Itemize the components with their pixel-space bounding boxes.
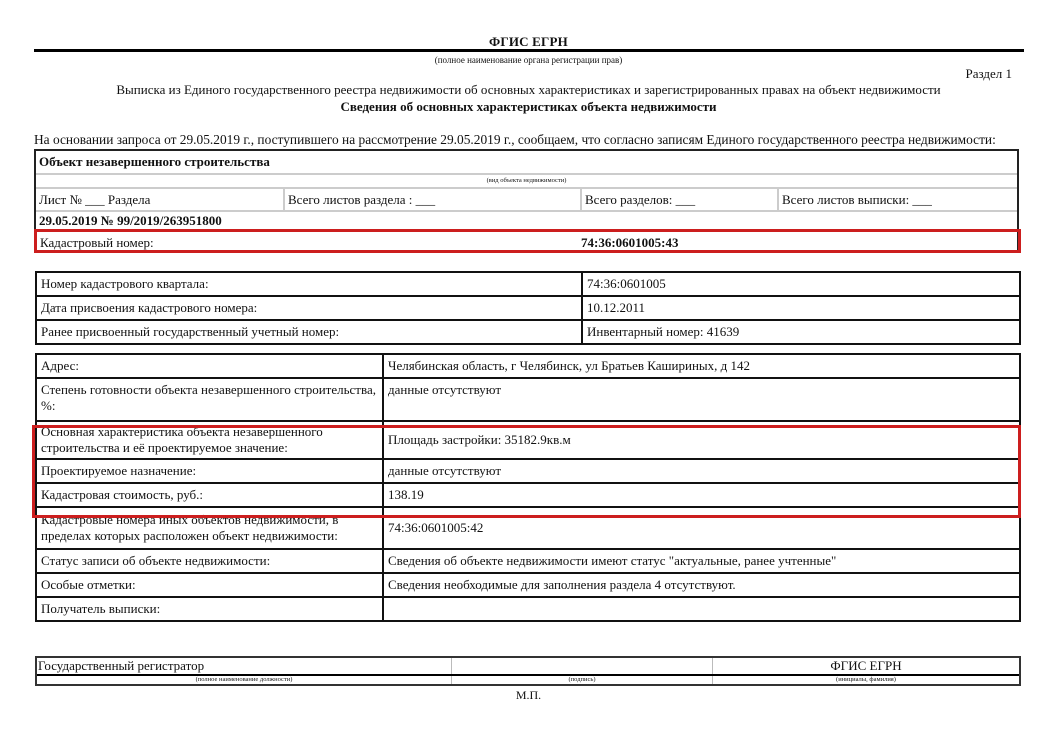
- table-row: [36, 573, 1020, 597]
- table-row: [36, 507, 1020, 549]
- record-number: 29.05.2019 № 99/2019/263951800: [39, 213, 222, 228]
- table-row: [36, 421, 1020, 459]
- section-label: Раздел 1: [965, 66, 1012, 81]
- row-value: [383, 597, 1020, 621]
- signature-block: [35, 656, 1021, 686]
- row-label: Проектируемое назначение:: [36, 459, 383, 483]
- org-title: ФГИС ЕГРН: [489, 34, 568, 49]
- row-value: Инвентарный номер: 41639: [582, 320, 1020, 344]
- quarter-details-table: [35, 271, 1021, 345]
- row-label: Особые отметки:: [36, 573, 383, 597]
- row-value: Сведения об объекте недвижимости имеют статус "актуальные, ранее учтенные": [383, 549, 1020, 573]
- object-type-caption: (вид объекта недвижимости): [36, 175, 1017, 189]
- table-row: [36, 320, 1020, 344]
- row-label: Номер кадастрового квартала:: [36, 272, 582, 296]
- table-row: [36, 459, 1020, 483]
- document-subtitle: Сведения об основных характеристиках объекта недвижимости: [340, 99, 717, 114]
- cadastral-number-value: 74:36:0601005:43: [581, 235, 679, 250]
- table-row: [36, 378, 1020, 421]
- stamp-place: М.П.: [515, 688, 542, 702]
- registrar-signature: [451, 658, 712, 674]
- table-row: [36, 549, 1020, 573]
- signature-caption: (подпись): [451, 676, 712, 684]
- row-label: Степень готовности объекта незавершенного строительства, %:: [36, 378, 383, 421]
- row-label: Дата присвоения кадастрового номера:: [36, 296, 582, 320]
- table-row: [36, 483, 1020, 507]
- row-label: Адрес:: [36, 354, 383, 378]
- row-label: Статус записи об объекте недвижимости:: [36, 549, 383, 573]
- table-row: [36, 597, 1020, 621]
- registrar-position: Государственный регистратор: [38, 658, 205, 673]
- row-value: 138.19: [383, 483, 1020, 507]
- object-type: Объект незавершенного строительства: [36, 151, 1017, 175]
- position-caption: (полное наименование должности): [195, 676, 293, 683]
- row-label: Получатель выписки:: [36, 597, 383, 621]
- table-row: [36, 272, 1020, 296]
- row-value: 10.12.2011: [582, 296, 1020, 320]
- name-caption: (инициалы, фамилия): [712, 676, 1019, 684]
- row-value: данные отсутствуют: [383, 459, 1020, 483]
- cadastral-number-highlight: [34, 229, 1021, 253]
- table-row: [36, 354, 1020, 378]
- sheet-number: Лист № ___ Раздела: [39, 192, 151, 207]
- header-rule: [34, 49, 1024, 52]
- row-value: данные отсутствуют: [383, 378, 1020, 421]
- cadastral-number-label: Кадастровый номер:: [40, 235, 154, 250]
- registrar-name: ФГИС ЕГРН: [712, 658, 1019, 674]
- signature-captions-row: [37, 676, 1019, 684]
- row-value: Площадь застройки: 35182.9кв.м: [383, 421, 1020, 459]
- sheets-in-section: Всего листов раздела : ___: [283, 189, 580, 210]
- row-value: Сведения необходимые для заполнения раздела 4 отсутствуют.: [383, 573, 1020, 597]
- row-label: Кадастровые номера иных объектов недвижимости, в пределах которых расположен объект недвижимости:: [36, 507, 383, 549]
- request-basis-text: На основании запроса от 29.05.2019 г., поступившего на рассмотрение 29.05.2019 г., сообщаем, что согласно записям Единого государственного реестра недвижимости:: [34, 132, 996, 147]
- row-value: 74:36:0601005:42: [383, 507, 1020, 549]
- org-caption: (полное наименование органа регистрации прав): [434, 55, 623, 65]
- row-label: Основная характеристика объекта незавершенного строительства и её проектируемое значение:: [36, 421, 383, 459]
- total-sections: Всего разделов: ___: [580, 189, 777, 210]
- signature-values-row: [37, 658, 1019, 676]
- row-label: Ранее присвоенный государственный учетный номер:: [36, 320, 582, 344]
- table-row: [36, 296, 1020, 320]
- object-details-table: [35, 353, 1021, 622]
- row-value: 74:36:0601005: [582, 272, 1020, 296]
- total-sheets: Всего листов выписки: ___: [777, 189, 1017, 210]
- row-value: Челябинская область, г Челябинск, ул Братьев Кашириных, д 142: [383, 354, 1020, 378]
- sheet-info-row: [36, 189, 1017, 212]
- document-title: Выписка из Единого государственного реестра недвижимости об основных характеристиках и зарегистрированных правах на объект недвижимости: [116, 82, 941, 97]
- row-label: Кадастровая стоимость, руб.:: [36, 483, 383, 507]
